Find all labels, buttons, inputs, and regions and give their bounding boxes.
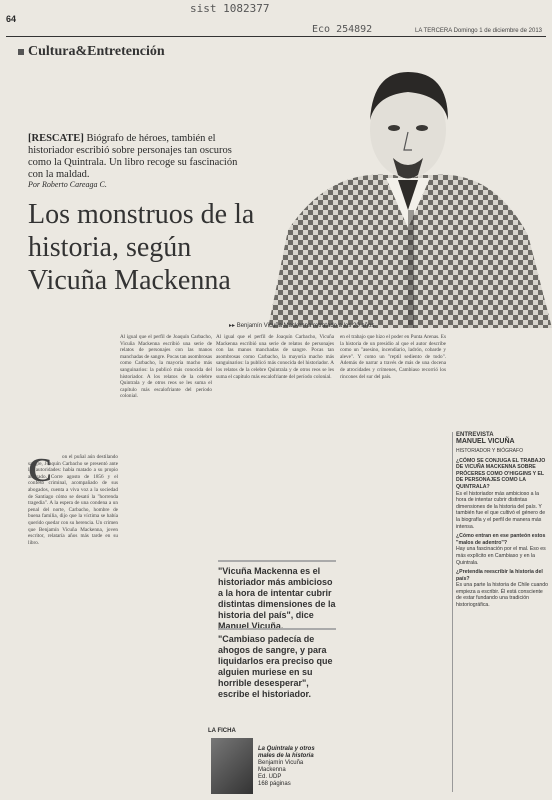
book-cover [211,738,253,794]
pull-quote-1-text: "Vicuña Mackenna es el historiador más ambicioso a la hora de intentar cubrir distintas dimensiones de la historia del país", dice Manuel Vicuña. [218,566,336,631]
byline: Por Roberto Careaga C. [28,180,107,189]
article-intro [28,133,240,181]
section-title [18,44,165,60]
book-info [258,746,318,788]
handwritten-reference-second: Eco 254892 [312,24,373,35]
drop-cap: C [28,452,53,489]
question-2: ¿Cómo entran en ese panteón estos "malos de adentro"? [456,533,546,546]
publication-date: LA TERCERA Domingo 1 de diciembre de 2013 [415,28,542,34]
pull-quote-rule [218,560,336,562]
pull-quote-2 [218,628,336,700]
sidebar-divider [452,432,453,792]
book-title: La Quintrala y otros males de la historia [258,746,315,759]
body-column-2: Al igual que el perfil de Joaquín Carbacho, Vicuña Mackenna escribió una serie de relatos de personajes con las manos manchadas de sangre. Pocas tan asombrosas como Carbacho, la mayoría macho más sanguinarios: la publicó más conocida del historiador. A los relatos de la celebre Quintrala y de otros reos se les suma el capítulo más escalofriante del período colonial. [120,334,212,400]
body-column-2b: Al igual que el perfil de Joaquín Carbacho, Vicuña Mackenna escribió una serie de relatos de personajes con las manos manchadas de sangre. Pocas tan asombrosas como Carbacho, la mayoría macho más sanguinarios: la publicó más conocida del historiador. A los relatos de la celebre Quintrala y de otros reos se les suma el capítulo más escalofriante del período colonial. [216,334,334,380]
sidebar-role: HISTORIADOR Y BIÓGRAFO [456,448,523,454]
pull-quote-1 [218,560,336,632]
rescate-tag: [RESCATE] [28,133,84,144]
handwritten-reference-top: sist 1082377 [190,2,270,15]
sidebar-name: MANUEL VICUÑA [456,438,515,445]
section-label: Cultura&Entretención [28,44,165,59]
headline: Los monstruos de la historia, según Vicuña Mackenna [28,199,255,296]
interview-sidebar [456,432,548,609]
body-column-1: on el puñal aún destilando sangre, Joaquín Carbacho se presentó ante las autoridades: había matado a su propio abogado. Corre agosto de 1856 y el confeso criminal, acompañado de sus abogados, cuenta a viva voz a la sociedad de Santiago cómo se desató la "horrenda tragedia". A la espera de una condena a un penal del norte, Carbacho, hombre de buena familia, dijo que la víctima se había querido quedar con su herencia. Un crimen que Benjamín Vicuña Mackenna, joven escritor, relataría años más tarde en su libro. [28,454,118,546]
portrait-illustration [258,60,552,328]
intro-text: Biógrafo de héroes, también el historiador escribió sobre personajes tan oscuros como la Quintrala. Un libro recoge su fascinación con la maldad. [28,133,238,180]
book-publisher: Ed. UDP [258,774,282,780]
sidebar-label: ENTREVISTA [456,432,494,438]
book-pages: 168 páginas [258,781,291,787]
ficha-label: LA FICHA [208,728,236,734]
pull-quote-rule [218,628,336,630]
photo-caption: ▸▸ Benjamín Vicuña Mackenna retratado a los 20 años. [229,323,377,329]
header-rule [6,36,546,37]
question-3: ¿Pretendía reescribir la historia del país? [456,569,543,582]
answer-3: Es una parte la historia de Chile cuando empieza a escribir. Él está consciente de estar fundando una tradición historiográfica. [456,582,548,609]
pull-quote-2-text: "Cambiaso padecía de ahogos de sangre, y para liquidarlos era preciso que alguien muriese en su horrible desesperar", escribe el historiador. [218,634,333,699]
portrait-photo [258,60,552,328]
page-number: 64 [6,14,17,24]
book-author: Benjamín Vicuña Mackenna [258,760,304,773]
body-column-3: en el trabajo que hizo el poder en Punta Arenas. Es la historia de un presidio al que el autor describe como un "asesino, incendiario, ladrón, cobarde y aleve". Y como un "reptil sediento de todo". Además de narrar a través de más de una docena de atrocidades y crímenes, Cambiaso recorrió los rincones del sur del país. [340,334,446,380]
question-1: ¿CÓMO SE CONJUGA EL TRABAJO DE VICUÑA MACKENNA SOBRE PRÓCERES COMO O'HIGGINS Y EL DE PERSONAJES COMO LA QUINTRALA? [456,457,546,490]
section-square-icon [18,49,24,55]
answer-2: Hay una fascinación por el mal. Eso es más explícito en Cambiaso y en la Quintrala. [456,546,546,566]
answer-1: Es el historiador más ambicioso a la hora de intentar cubrir distintas dimensiones de la historia del país. Y también fue el que cultivó el género de la biografía y el perfil de manera más intensa. [456,490,546,530]
photo-caption-text: Benjamín Vicuña Mackenna retratado a los 20 años. [236,323,377,329]
